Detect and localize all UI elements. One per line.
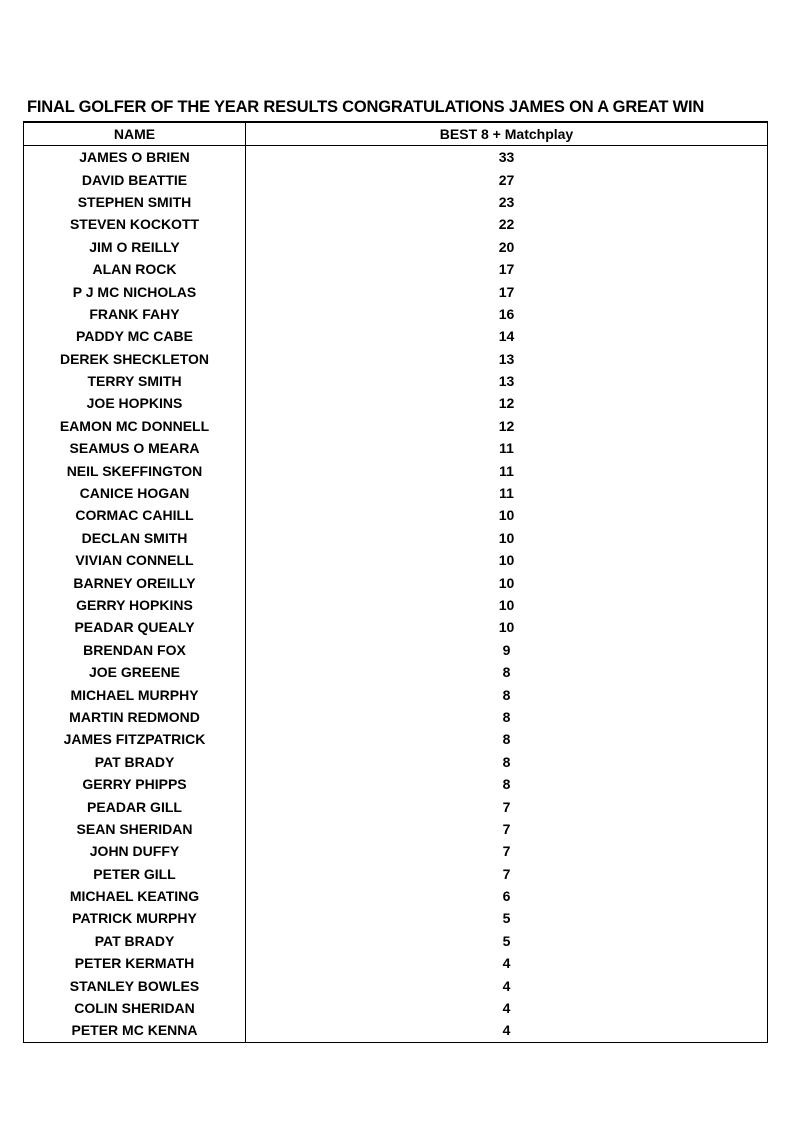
golfer-name-cell: VIVIAN CONNELL — [24, 549, 246, 571]
golfer-score-cell: 11 — [246, 437, 768, 459]
golfer-score-cell: 11 — [246, 482, 768, 504]
table-row — [24, 863, 768, 885]
golfer-name-cell: PEADAR GILL — [24, 795, 246, 817]
table-row — [24, 303, 768, 325]
table-row — [24, 683, 768, 705]
golfer-score-cell: 8 — [246, 706, 768, 728]
golfer-name-cell: NEIL SKEFFINGTON — [24, 459, 246, 481]
golfer-name-cell: JIM O REILLY — [24, 236, 246, 258]
golfer-score-cell: 27 — [246, 168, 768, 190]
table-header-row — [24, 122, 768, 146]
table-row — [24, 795, 768, 817]
table-row — [24, 974, 768, 996]
table-row — [24, 1019, 768, 1042]
golfer-name-cell: PETER GILL — [24, 863, 246, 885]
golfer-name-cell: DEREK SHECKLETON — [24, 348, 246, 370]
golfer-score-cell: 6 — [246, 885, 768, 907]
table-row — [24, 168, 768, 190]
golfer-name-cell: DAVID BEATTIE — [24, 168, 246, 190]
golfer-score-cell: 33 — [246, 146, 768, 169]
golfer-score-cell: 16 — [246, 303, 768, 325]
table-row — [24, 213, 768, 235]
table-row — [24, 773, 768, 795]
table-row — [24, 459, 768, 481]
golfer-name-cell: SEAMUS O MEARA — [24, 437, 246, 459]
golfer-name-cell: GERRY PHIPPS — [24, 773, 246, 795]
golfer-name-cell: GERRY HOPKINS — [24, 594, 246, 616]
table-row — [24, 840, 768, 862]
golfer-name-cell: BARNEY OREILLY — [24, 571, 246, 593]
table-row — [24, 728, 768, 750]
golfer-name-cell: CANICE HOGAN — [24, 482, 246, 504]
golfer-score-cell: 7 — [246, 840, 768, 862]
table-row — [24, 818, 768, 840]
golfer-score-cell: 11 — [246, 459, 768, 481]
golfer-score-cell: 10 — [246, 594, 768, 616]
results-table — [23, 121, 768, 1043]
table-row — [24, 997, 768, 1019]
table-row — [24, 392, 768, 414]
table-row — [24, 706, 768, 728]
golfer-name-cell: SEAN SHERIDAN — [24, 818, 246, 840]
golfer-score-cell: 4 — [246, 997, 768, 1019]
golfer-score-cell: 10 — [246, 571, 768, 593]
table-row — [24, 370, 768, 392]
golfer-score-cell: 13 — [246, 370, 768, 392]
golfer-score-cell: 12 — [246, 392, 768, 414]
golfer-name-cell: JOE GREENE — [24, 661, 246, 683]
golfer-name-cell: STEVEN KOCKOTT — [24, 213, 246, 235]
golfer-score-cell: 8 — [246, 683, 768, 705]
golfer-score-cell: 5 — [246, 930, 768, 952]
golfer-score-cell: 23 — [246, 191, 768, 213]
table-row — [24, 482, 768, 504]
golfer-score-cell: 9 — [246, 639, 768, 661]
golfer-score-cell: 10 — [246, 504, 768, 526]
table-row — [24, 885, 768, 907]
golfer-name-cell: PADDY MC CABE — [24, 325, 246, 347]
table-row — [24, 639, 768, 661]
golfer-score-cell: 13 — [246, 348, 768, 370]
column-header-name: NAME — [24, 122, 246, 146]
golfer-score-cell: 4 — [246, 952, 768, 974]
page-title: FINAL GOLFER OF THE YEAR RESULTS CONGRATULATIONS JAMES ON A GREAT WIN — [27, 98, 705, 116]
golfer-name-cell: PAT BRADY — [24, 930, 246, 952]
table-row — [24, 191, 768, 213]
golfer-name-cell: DECLAN SMITH — [24, 527, 246, 549]
golfer-score-cell: 8 — [246, 751, 768, 773]
golfer-score-cell: 14 — [246, 325, 768, 347]
table-row — [24, 437, 768, 459]
table-row — [24, 952, 768, 974]
table-row — [24, 571, 768, 593]
golfer-score-cell: 10 — [246, 616, 768, 638]
golfer-name-cell: COLIN SHERIDAN — [24, 997, 246, 1019]
table-row — [24, 236, 768, 258]
table-row — [24, 616, 768, 638]
table-row — [24, 415, 768, 437]
golfer-name-cell: P J MC NICHOLAS — [24, 280, 246, 302]
golfer-score-cell: 22 — [246, 213, 768, 235]
golfer-name-cell: JOE HOPKINS — [24, 392, 246, 414]
table-row — [24, 348, 768, 370]
table-row — [24, 504, 768, 526]
golfer-score-cell: 8 — [246, 728, 768, 750]
table-row — [24, 594, 768, 616]
table-row — [24, 930, 768, 952]
column-header-score: BEST 8 + Matchplay — [246, 122, 768, 146]
golfer-name-cell: PETER MC KENNA — [24, 1019, 246, 1042]
table-row — [24, 258, 768, 280]
golfer-score-cell: 7 — [246, 818, 768, 840]
golfer-score-cell: 17 — [246, 280, 768, 302]
golfer-name-cell: MICHAEL KEATING — [24, 885, 246, 907]
golfer-score-cell: 10 — [246, 527, 768, 549]
golfer-name-cell: EAMON MC DONNELL — [24, 415, 246, 437]
golfer-name-cell: PETER KERMATH — [24, 952, 246, 974]
table-row — [24, 661, 768, 683]
table-row — [24, 527, 768, 549]
golfer-name-cell: JOHN DUFFY — [24, 840, 246, 862]
golfer-name-cell: ALAN ROCK — [24, 258, 246, 280]
golfer-score-cell: 20 — [246, 236, 768, 258]
golfer-score-cell: 4 — [246, 974, 768, 996]
golfer-score-cell: 8 — [246, 661, 768, 683]
golfer-name-cell: PAT BRADY — [24, 751, 246, 773]
table-row — [24, 751, 768, 773]
table-row — [24, 907, 768, 929]
golfer-name-cell: PEADAR QUEALY — [24, 616, 246, 638]
golfer-name-cell: TERRY SMITH — [24, 370, 246, 392]
golfer-score-cell: 8 — [246, 773, 768, 795]
golfer-name-cell: CORMAC CAHILL — [24, 504, 246, 526]
golfer-score-cell: 10 — [246, 549, 768, 571]
golfer-score-cell: 17 — [246, 258, 768, 280]
golfer-score-cell: 12 — [246, 415, 768, 437]
golfer-score-cell: 7 — [246, 863, 768, 885]
table-row — [24, 146, 768, 169]
table-row — [24, 549, 768, 571]
golfer-name-cell: STEPHEN SMITH — [24, 191, 246, 213]
golfer-name-cell: STANLEY BOWLES — [24, 974, 246, 996]
golfer-name-cell: JAMES O BRIEN — [24, 146, 246, 169]
golfer-name-cell: MARTIN REDMOND — [24, 706, 246, 728]
golfer-name-cell: MICHAEL MURPHY — [24, 683, 246, 705]
golfer-score-cell: 7 — [246, 795, 768, 817]
table-row — [24, 280, 768, 302]
golfer-name-cell: JAMES FITZPATRICK — [24, 728, 246, 750]
golfer-name-cell: FRANK FAHY — [24, 303, 246, 325]
golfer-name-cell: BRENDAN FOX — [24, 639, 246, 661]
golfer-name-cell: PATRICK MURPHY — [24, 907, 246, 929]
golfer-score-cell: 4 — [246, 1019, 768, 1042]
golfer-score-cell: 5 — [246, 907, 768, 929]
table-row — [24, 325, 768, 347]
